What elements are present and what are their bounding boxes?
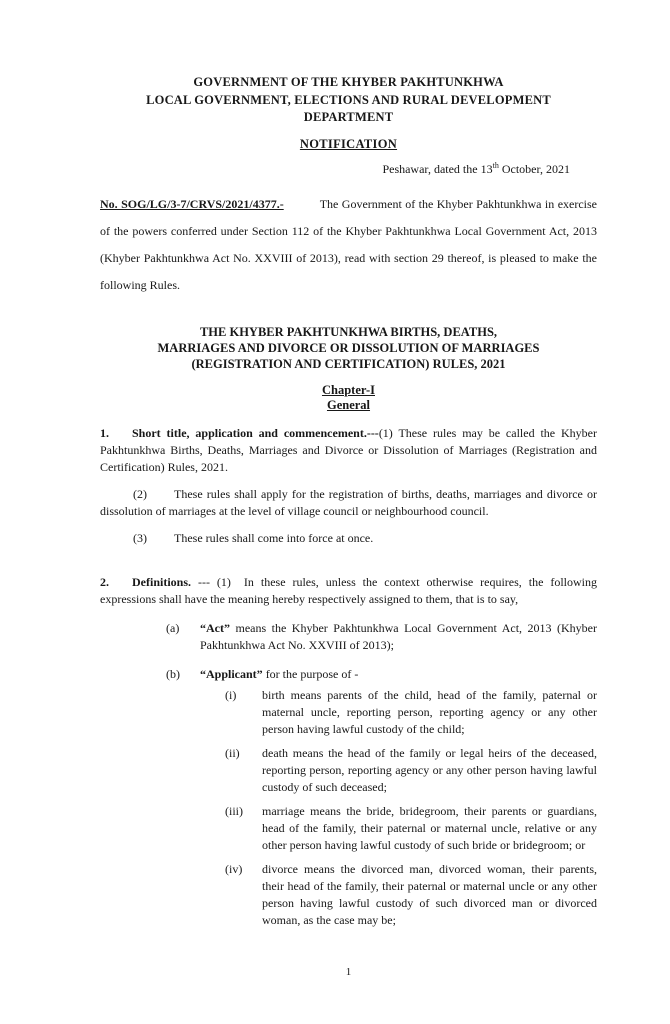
dateline-text: Peshawar, dated the 13 xyxy=(382,161,493,176)
section-1-clause-2 xyxy=(100,486,597,520)
section-1-clause-1-text: (1) These rules may be called the Khyber Pakhtunkhwa Births, Deaths, Marriages and Divorce or Dissolution of Marriages (Registration and Certification) Rules, 2021. xyxy=(100,425,597,474)
notification-heading-text: NOTIFICATION xyxy=(299,136,398,151)
section-1-heading: Short title, application and commencement.--- xyxy=(132,425,379,440)
definition-item-a xyxy=(166,620,597,654)
letterhead-line-1: GOVERNMENT OF THE KHYBER PAKHTUNKHWA xyxy=(193,75,504,89)
subitem-iv-label: (iv) xyxy=(225,861,243,876)
rules-title xyxy=(100,324,597,372)
section-2-paragraph xyxy=(100,574,597,608)
subitem-iii-text: marriage means the bride, bridegroom, their parents or guardians, head of the family, their paternal or maternal uncle, relative or any other person having lawful custody of such bride or bridegroom; or xyxy=(262,803,597,852)
rules-title-line-1: THE KHYBER PAKHTUNKHWA BIRTHS, DEATHS, xyxy=(199,324,498,339)
document-content xyxy=(100,0,597,929)
definition-b-body: for the purpose of - xyxy=(265,666,359,681)
dateline-ordinal-suffix: th xyxy=(492,160,499,170)
dateline xyxy=(100,161,597,178)
subitem-iv-text: divorce means the divorced man, divorced woman, their parents, their head of the family, their paternal or maternal uncle or any other person having lawful custody of such divorced man or divorced woman, as the case may be; xyxy=(262,861,597,927)
department-letterhead xyxy=(100,74,597,127)
applicant-subitem-i xyxy=(225,687,597,738)
dateline-text-after: October, 2021 xyxy=(498,161,570,176)
definition-a-label: (a) xyxy=(166,620,180,635)
section-1-clause-3 xyxy=(100,530,597,547)
clause-3-label: (3) xyxy=(133,530,147,545)
section-1-number: 1. xyxy=(100,425,109,440)
clause-2-text: These rules shall apply for the registration of births, deaths, marriages and divorce or dissolution of marriages at the level of village council or neighbourhood council. xyxy=(100,486,597,518)
subitem-i-label: (i) xyxy=(225,687,237,702)
section-2-dash: --- xyxy=(197,574,210,589)
letterhead-line-3: DEPARTMENT xyxy=(303,110,394,124)
applicant-subitem-iii xyxy=(225,803,597,854)
opening-paragraph-text: The Government of the Khyber Pakhtunkhwa in exercise of the powers conferred under Section 112 of the Khyber Pakhtunkhwa Local Government Act, 2013 (Khyber Pakhtunkhwa Act No. XXVIII of 2013), read with section 29 thereof, is pleased to make the following Rules. xyxy=(100,196,597,292)
notification-heading xyxy=(100,136,597,153)
subitem-ii-label: (ii) xyxy=(225,745,240,760)
rules-title-line-2: MARRIAGES AND DIVORCE OR DISSOLUTION OF MARRIAGES xyxy=(157,340,540,355)
applicant-subitem-ii xyxy=(225,745,597,796)
subitem-i-text: birth means parents of the child, head of the family, paternal or maternal uncle, reporting person, reporting agency or any other person having lawful custody of the child; xyxy=(262,687,597,736)
definition-b-text xyxy=(200,666,597,683)
section-2-clause-1-text: In these rules, unless the context otherwise requires, the following expressions shall have the meaning hereby respectively assigned to them, that is to say, xyxy=(100,574,598,606)
notification-reference-number: No. SOG/LG/3-7/CRVS/2021/4377.- xyxy=(100,196,284,211)
section-2-clause-1-label: (1) xyxy=(216,574,231,589)
subitem-ii-text: death means the head of the family or legal heirs of the deceased, reporting person, reporting agency or any other person having lawful custody of such deceased; xyxy=(262,745,597,794)
definition-a-body: means the Khyber Pakhtunkhwa Local Government Act, 2013 (Khyber Pakhtunkhwa Act No. XXVIII of 2013); xyxy=(200,620,598,652)
definition-b-label: (b) xyxy=(166,666,180,681)
definition-b-term: “Applicant” xyxy=(200,666,263,681)
section-2-number: 2. xyxy=(100,574,109,589)
chapter-heading xyxy=(100,383,597,413)
definition-a-text xyxy=(200,620,597,654)
section-1-paragraph xyxy=(100,425,597,476)
subitem-iii-label: (iii) xyxy=(225,803,243,818)
clause-3-text: These rules shall come into force at once. xyxy=(174,530,374,545)
clause-2-label: (2) xyxy=(133,486,147,501)
section-2-heading: Definitions. xyxy=(132,574,192,589)
applicant-subitem-iv xyxy=(225,861,597,929)
definition-item-b xyxy=(166,666,597,683)
rules-title-line-3: (REGISTRATION AND CERTIFICATION) RULES, 2021 xyxy=(191,356,506,371)
chapter-title: General xyxy=(326,397,371,412)
opening-paragraph xyxy=(100,191,597,299)
letterhead-line-2: LOCAL GOVERNMENT, ELECTIONS AND RURAL DEVELOPMENT xyxy=(146,92,551,107)
chapter-number: Chapter-I xyxy=(321,382,375,397)
definition-a-term: “Act” xyxy=(200,620,230,635)
page-number: 1 xyxy=(345,966,352,978)
